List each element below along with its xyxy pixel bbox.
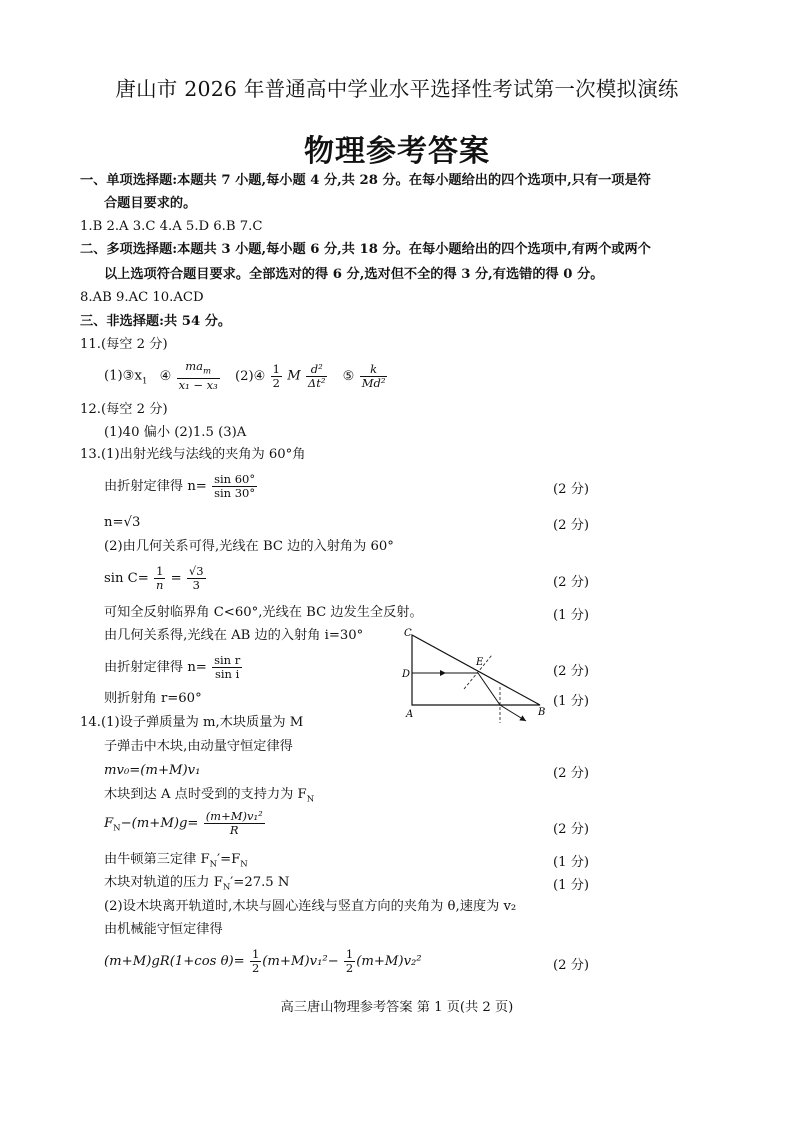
- q11-fraction2: [306, 363, 328, 390]
- q14-line10-h1n: 1: [251, 947, 260, 961]
- q13-line7: 由几何关系得,光线在 AB 边的入射角 i=30°: [104, 628, 364, 643]
- section3-heading: 三、非选择题:共 54 分。: [80, 314, 232, 329]
- q13-line2-num: sin 60°: [214, 472, 256, 486]
- q14-line7-post: ′=27.5 N: [230, 875, 290, 890]
- q11-answers: [104, 360, 388, 392]
- q11-label: 11.(每空 2 分): [80, 337, 168, 352]
- q13-line5-num2: √3: [188, 564, 204, 578]
- q14-line10-h1d: 2: [251, 961, 260, 975]
- q11-f3-num: k: [360, 363, 388, 377]
- q13-line2-fraction: [212, 473, 257, 500]
- section2-heading-line2: 以上选项符合题目要求。全部选对的得 6 分,选对但不全的得 3 分,有选错的得 0 分。: [104, 267, 604, 282]
- label-d: D: [402, 669, 411, 680]
- subject-title: 物理参考答案: [304, 134, 490, 169]
- q14-line5-f: F: [104, 816, 114, 831]
- q11-f1-num-sub: m: [203, 366, 212, 377]
- q11-fraction3: [360, 363, 388, 390]
- label-c: C: [404, 628, 412, 639]
- q13-line9-score: (1 分): [553, 694, 590, 709]
- q14-line7-text: 木块对轨道的压力 F: [104, 875, 223, 890]
- label-b: B: [538, 707, 546, 718]
- q11-part3: (2)④: [234, 368, 266, 384]
- q11-f2-num: d²: [306, 363, 328, 377]
- q11-half-den: 2: [272, 375, 280, 390]
- prism-triangle: [412, 635, 540, 705]
- q14-line7-sub: N: [222, 882, 231, 893]
- q13-line8-fraction: [212, 654, 242, 681]
- page-footer: 高三唐山物理参考答案 第 1 页(共 2 页): [280, 1000, 514, 1015]
- q14-line10-h2n: 1: [345, 947, 354, 961]
- q14-line10-pre: (m+M)gR(1+cos θ)=: [104, 954, 245, 969]
- label-a: A: [406, 709, 414, 720]
- q14-line3: mv₀=(m+M)v₁: [104, 763, 201, 778]
- q13-line8-num: sin r: [214, 653, 241, 667]
- q13-line2: [104, 473, 258, 500]
- q14-line6-sub2: N: [240, 859, 248, 870]
- q14-line10-mid: (m+M)v₁²−: [262, 954, 339, 969]
- q13-line4: (2)由几何关系可得,光线在 BC 边的入射角为 60°: [104, 539, 394, 554]
- section2-heading-line1: 二、多项选择题:本题共 3 小题,每小题 6 分,共 18 分。在每小题给出的四个选项中,有两个或两个: [80, 242, 651, 257]
- q14-line5-den: R: [229, 823, 239, 837]
- q13-line2-score: (2 分): [553, 482, 590, 497]
- label-e: E: [476, 657, 484, 668]
- q14-line10: [104, 948, 422, 975]
- q14-line2: 子弹击中木块,由动量守恒定律得: [104, 739, 293, 754]
- section1-heading-line1: 一、单项选择题:本题共 7 小题,每小题 4 分,共 28 分。在每小题给出的四个选项中,只有一项是符: [80, 173, 651, 188]
- q11-part5: ⑤: [342, 368, 355, 384]
- q13-line2-den: sin 30°: [214, 486, 256, 500]
- q13-line6: 可知全反射临界角 C<60°,光线在 BC 边发生全反射。: [104, 605, 423, 620]
- section2-answers: 8.AB 9.AC 10.ACD: [80, 290, 204, 305]
- q11-part1-sub: 1: [141, 376, 148, 387]
- q14-line6-mid: ′=F: [217, 852, 241, 867]
- q14-line4: [104, 786, 314, 809]
- q14-line5-fraction: [204, 810, 265, 837]
- q11-f3-den: Md²: [361, 375, 386, 390]
- reflected-ray: [478, 673, 500, 705]
- q14-line9: 由机械能守恒定律得: [104, 922, 223, 937]
- q13-line2-text: 由折射定律得 n=: [104, 479, 207, 494]
- q11-part1: (1)③x: [104, 368, 142, 384]
- q14-line6-score: (1 分): [553, 855, 590, 870]
- q13-line8-score: (2 分): [553, 664, 590, 679]
- q11-half: [271, 363, 282, 390]
- q14-line10-half2: [344, 948, 355, 975]
- q13-line8-den: sin i: [214, 667, 240, 681]
- q14-line10-h2d: 2: [345, 961, 354, 975]
- q13-line5-eq: =: [170, 571, 182, 586]
- q13-line5: [104, 565, 207, 592]
- q14-line5-score: (2 分): [553, 822, 590, 837]
- q11-fraction1: [177, 360, 220, 392]
- q14-line7-score: (1 分): [553, 878, 590, 893]
- q14-line5-mid: −(m+M)g=: [120, 816, 199, 831]
- q13-line5-num1: 1: [154, 565, 165, 579]
- q14-line8: (2)设木块离开轨道时,木块与圆心连线与竖直方向的夹角为 θ,速度为 v₂: [104, 899, 517, 914]
- q13-line3-score: (2 分): [553, 518, 590, 533]
- refracted-ray: [500, 705, 526, 721]
- q13-line3: n=√3: [104, 515, 141, 530]
- prism-diagram: [398, 625, 558, 725]
- q11-half-num: 1: [272, 361, 280, 376]
- q14-line4-text: 木块到达 A 点时受到的支持力为 F: [104, 787, 307, 802]
- q14-line5: [104, 810, 266, 838]
- q11-f1-num: ma: [185, 359, 204, 373]
- q14-line10-score: (2 分): [553, 958, 590, 973]
- q14-line1: 14.(1)设子弹质量为 m,木块质量为 M: [80, 715, 304, 730]
- q14-line10-post: (m+M)v₂²: [356, 954, 422, 969]
- q14-line7: [104, 874, 289, 897]
- q13-line5-fraction1: [154, 565, 165, 592]
- q14-line5-num: (m+M)v₁²: [205, 809, 263, 823]
- section1-heading-line2: 合题目要求的。: [104, 196, 197, 211]
- q13-line6-score: (1 分): [553, 608, 590, 623]
- q12-answers: (1)40 偏小 (2)1.5 (3)A: [104, 425, 247, 440]
- q14-line6: [104, 851, 248, 874]
- q13-line8: [104, 654, 243, 681]
- q13-line8-text: 由折射定律得 n=: [104, 660, 207, 675]
- q13-line9: 则折射角 r=60°: [104, 691, 202, 706]
- q14-line6-sub1: N: [209, 859, 218, 870]
- q13-line5-den1: n: [156, 578, 164, 592]
- section1-answers: 1.B 2.A 3.C 4.A 5.D 6.B 7.C: [80, 219, 263, 234]
- q12-label: 12.(每空 2 分): [80, 402, 168, 417]
- q11-part2: ④: [159, 368, 172, 384]
- q14-line3-score: (2 分): [553, 766, 590, 781]
- q13-line5-den2: 3: [192, 578, 200, 592]
- q14-line4-sub: N: [306, 794, 315, 805]
- exam-title: 唐山市 2026 年普通高中学业水平选择性考试第一次模拟演练: [115, 77, 679, 101]
- q14-line5-sub: N: [113, 823, 121, 834]
- q14-line6-text: 由牛顿第三定律 F: [104, 852, 210, 867]
- q11-f2-den: Δt²: [307, 375, 326, 390]
- q13-line5-text: sin C=: [104, 571, 149, 586]
- q11-part4: M: [287, 368, 301, 384]
- q11-f1-den: x₁ − x₃: [178, 378, 218, 393]
- q13-line5-fraction2: [187, 565, 206, 592]
- q14-line10-half1: [250, 948, 261, 975]
- q13-line1: 13.(1)出射光线与法线的夹角为 60°角: [80, 447, 306, 462]
- q13-line5-score: (2 分): [553, 575, 590, 590]
